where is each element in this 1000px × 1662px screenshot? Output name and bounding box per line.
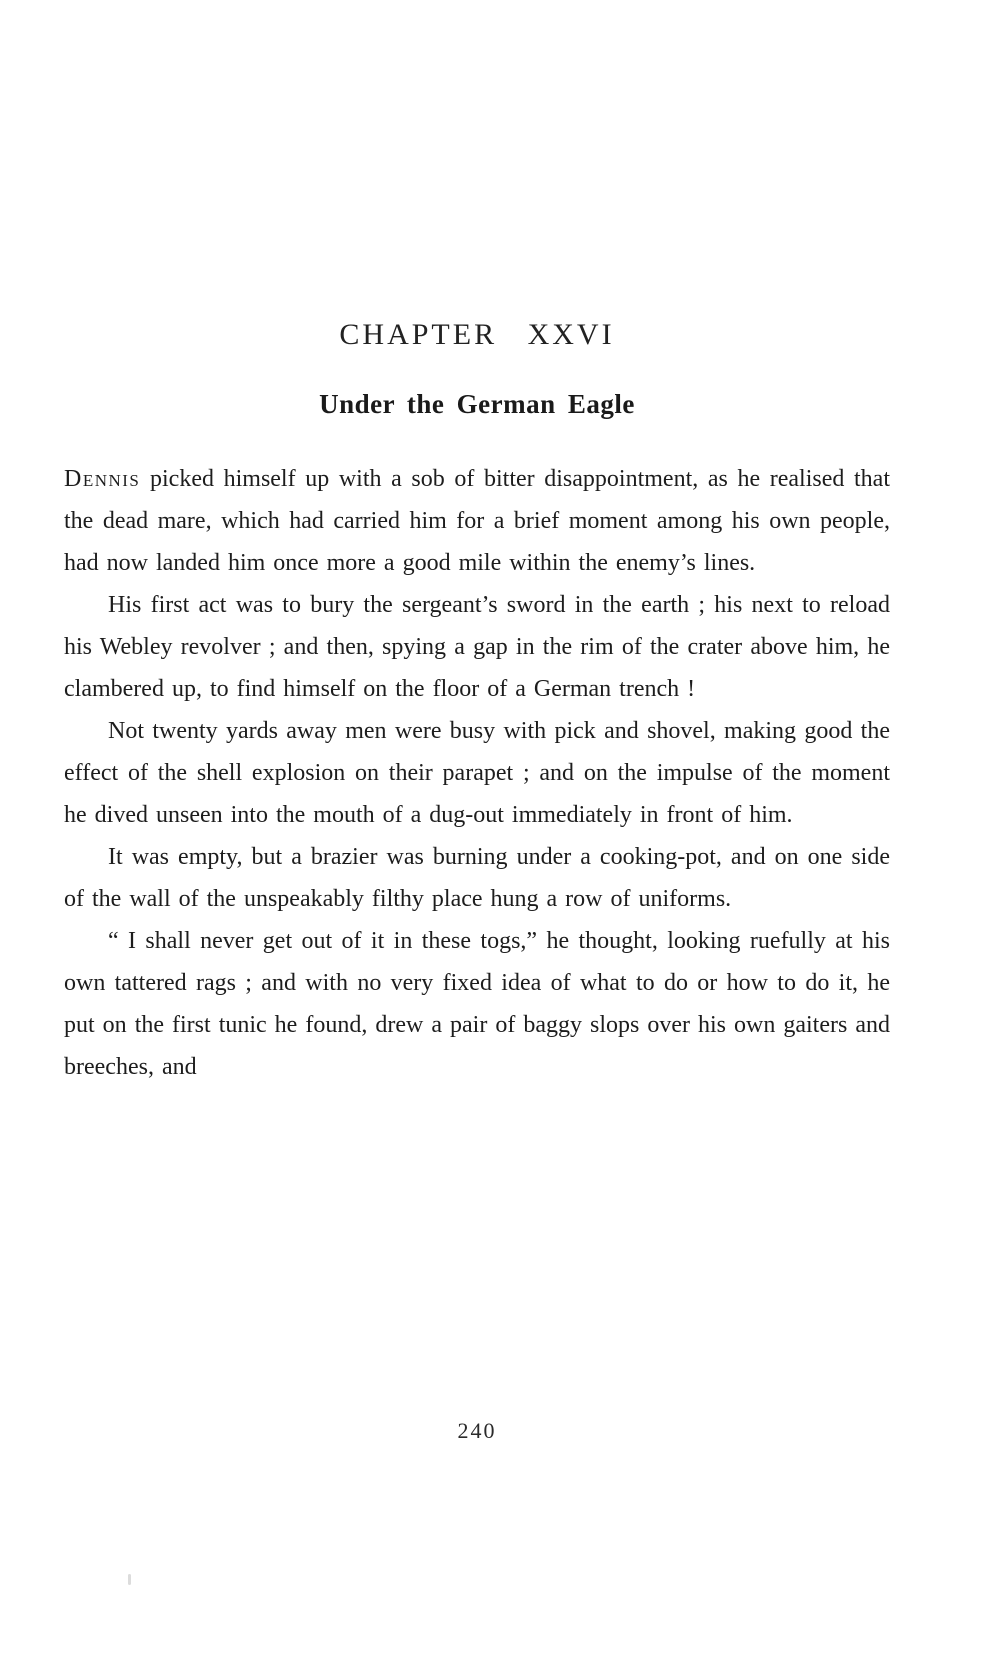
paragraph: It was empty, but a brazier was burning under a cooking-pot, and on one side of the wall of the unspeakably filthy place hung a row of uniforms. <box>64 844 890 913</box>
paragraph: “ I shall never get out of it in these togs,” he thought, looking ruefully at his own tattered rags ; and with no very fixed idea of what to do or how to do it, he put on the first tunic he found, drew a pair of baggy slops over his own gaiters and breeches, and <box>64 928 890 1081</box>
page-number: 240 <box>457 1418 497 1443</box>
chapter-heading: CHAPTER XXVI <box>339 318 615 351</box>
body-text <box>64 458 890 1088</box>
lead-word: Dennis <box>64 466 141 493</box>
paragraph-text: picked himself up with a sob of bitter disappointment, as he realised that the dead mare, which had carried him for a brief moment among his own people, had now landed him once more a good mile within the enemy’s lines. <box>64 466 890 577</box>
paragraph <box>64 458 890 584</box>
paragraph: His first act was to bury the sergeant’s sword in the earth ; his next to reload his Webley revolver ; and then, spying a gap in the rim of the crater above him, he clambered up, to find himself on the floor of a German trench ! <box>64 592 890 703</box>
book-page <box>64 0 890 1662</box>
scan-artifact <box>128 1574 131 1585</box>
chapter-title: Under the German Eagle <box>319 389 635 419</box>
paragraph: Not twenty yards away men were busy with pick and shovel, making good the effect of the shell explosion on their parapet ; and on the impulse of the moment he dived unseen into the mouth of a dug-out immediately in front of him. <box>64 718 890 829</box>
